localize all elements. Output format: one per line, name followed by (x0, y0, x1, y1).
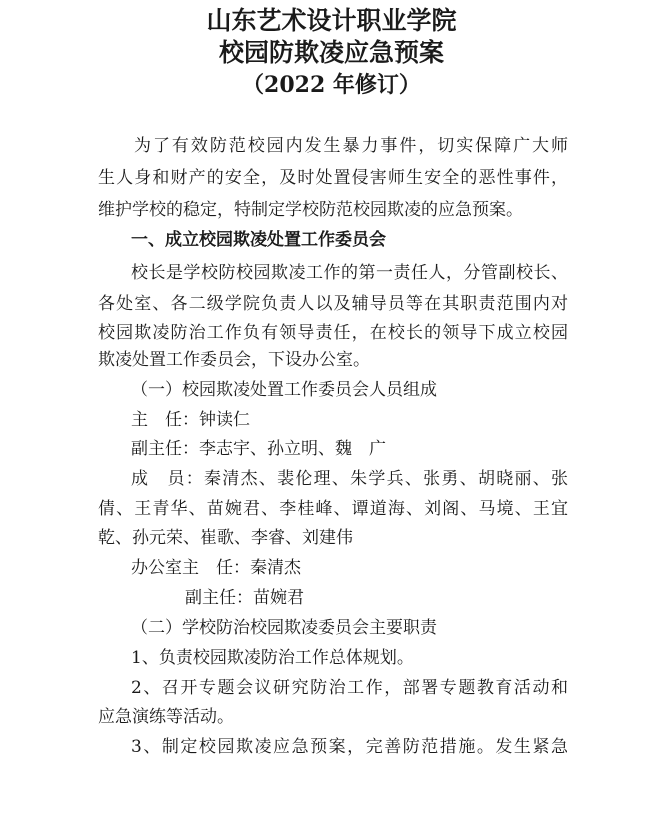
document-title-plan: 校园防欺凌应急预案 (218, 38, 444, 67)
paragraph-leadership-line: 各处室、各二级学院负责人以及辅导员等在其职责范围内对 (98, 294, 568, 314)
office-director: 办公室主 任：秦清杰 (131, 558, 301, 578)
duty-item: 2、召开专题会议研究防治工作，部署专题教育活动和 (131, 678, 568, 698)
paragraph-leadership-line: 校园欺凌防治工作负有领导责任，在校长的领导下成立校园 (98, 323, 568, 343)
duty-item-continuation: 应急演练等活动。 (98, 707, 234, 727)
member-director: 主 任：钟读仁 (131, 410, 250, 430)
paragraph-leadership-line: 欺凌处置工作委员会，下设办公室。 (98, 350, 370, 370)
paragraph-intro-line: 维护学校的稳定，特制定学校防范校园欺凌的应急预案。 (98, 200, 523, 220)
duty-item: 1、负责校园欺凌防治工作总体规划。 (131, 648, 414, 668)
member-list-line: 成 员：秦清杰、裴伦理、朱学兵、张勇、胡晓丽、张 (131, 469, 568, 489)
paragraph-leadership-line: 校长是学校防校园欺凌工作的第一责任人，分管副校长、 (131, 263, 568, 283)
member-list-line: 乾、孙元荣、崔歌、李睿、刘建伟 (98, 528, 353, 548)
office-deputy-director: 副主任：苗婉君 (185, 588, 304, 608)
paragraph-intro-line: 为了有效防范校园内发生暴力事件，切实保障广大师 (134, 136, 568, 156)
subsection-heading-members: （一）校园欺凌处置工作委员会人员组成 (131, 380, 437, 400)
paragraph-intro-line: 生人身和财产的安全，及时处置侵害师生安全的恶性事件， (98, 168, 568, 188)
document-title-school: 山东艺术设计职业学院 (206, 6, 457, 35)
member-list-line: 倩、王青华、苗婉君、李桂峰、谭道海、刘阁、马境、王宜 (98, 499, 568, 519)
subsection-heading-duties: （二）学校防治校园欺凌委员会主要职责 (131, 618, 437, 638)
section-heading-committee: 一、成立校园欺凌处置工作委员会 (131, 230, 386, 250)
member-deputy-directors: 副主任：李志宇、孙立明、魏 广 (131, 439, 386, 459)
duty-item: 3、制定校园欺凌应急预案，完善防范措施。发生紧急 (131, 737, 568, 757)
document-title-revision: （2022 年修订） (242, 72, 421, 98)
